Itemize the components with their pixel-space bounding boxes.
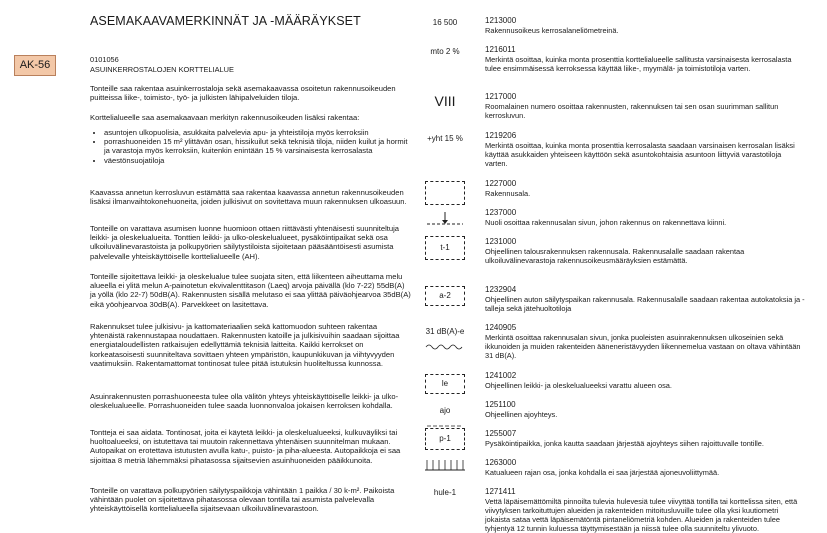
legend-description: Rakennusoikeus kerrosalaneliömetreinä. [485,25,619,35]
no-access-line-icon [424,458,466,472]
legend-description: Ohjeellinen leikki- ja oleskelualueeksi varattu alueen osa. [485,380,672,390]
legend-entry [485,285,805,313]
legend-description: Rakennusala. [485,188,531,198]
legend-entry [485,400,805,419]
bullet-item: • väestönsuojatiloja [104,156,414,165]
legend-description: Ohjeellinen talousrakennuksen rakennusala. Rakennusalalle saadaan rakentaa ulkoiluvälinevarastoja rakennusoikeusmääräyksien estämättä. [485,246,745,265]
legend-code: 1271411 [485,487,516,496]
bullet-item: • asuntojen ulkopuolisia, asukkaita palvelevia apu- ja yhteistiloja myös kerroksiin [104,128,414,137]
symbol-p1: p-1 [425,428,465,450]
legend-entry [485,45,805,73]
legend-description: Ohjeellinen ajoyhteys. [485,409,558,419]
block-code: 0101056 [90,55,119,64]
legend-code: 1251100 [485,400,516,409]
symbol-noise: 31 dB(A)-e [425,327,465,336]
symbol-a2: a-2 [425,286,465,306]
paragraph-5: Tonteille sijoitettava leikki- ja oleskelualue tulee suojata siten, että liikenteen aiheuttama melu alueella ei ylitä melun A-painotetun ekvivalenttitason (Laeq) arvoja päivällä (klo 7-22) 55dB(A) ja yöllä (klo 22-7) 50dB(A). Rakennusten sisällä melutaso ei saa ylittää päiväohjearvoa 35dB(A) eikä yöohjearvoa 30dB(A). Parvekkeet on lasitettava. [90,272,411,309]
bullet-item: • porrashuoneiden 15 m² ylittävän osan, hissikuilut sekä teknisiä tiloja, niiden kuilut ja hormit ja varastoja myös kerroksiin, kuitenkin enintään 15 % varsinaisesta kerrosalasta [104,137,414,155]
legend-code: 1240905 [485,323,517,332]
legend-description: Roomalainen numero osoittaa rakennusten, rakennuksen tai sen osan suurimman sallitun kerrosluvun. [485,101,779,120]
legend-description: Pysäköintipaikka, jonka kautta saadaan järjestää ajoyhteys siihen rajoittuvalle tontille. [485,438,764,448]
legend-code: 1231000 [485,237,517,246]
bullet-list [90,128,414,165]
block-name: ASUINKERROSTALOJEN KORTTELIALUE [90,65,234,74]
paragraph-9: Tonteille on varattava polkupyörien säilytyspaikkoja vähintään 1 paikka / 30 k-m². Paikoista vähintään puolet on sijoitettava pihatasossa olevaan tontilla tai asumista palvelevalla yhteiskäyttöisellä korttelialueella sijaitsevaan ulkoiluvälinevarastoon. [90,486,395,514]
legend-description: Katualueen rajan osa, jonka kohdalla ei saa järjestää ajoneuvoliittymää. [485,467,720,477]
symbol-le: le [425,374,465,394]
legend-entry [485,458,805,477]
legend-code: 1241002 [485,371,517,380]
paragraph-2: Korttelialueelle saa asemakaavaan merkityn rakennusoikeuden lisäksi rakentaa: [90,113,360,122]
legend-entry [485,92,805,120]
attach-arrow-icon [425,210,465,230]
paragraph-1: Tonteille saa rakentaa asuinkerrostaloja sekä asemakaavassa osoitetun rakennusoikeuden puitteissa liike-, toimisto-, työ- ja julkisten lähipalveluiden tiloja. [90,84,396,103]
symbol-floor-count: VIII [434,93,456,109]
zone-badge: AK-56 [14,55,56,76]
legend-entry [485,323,805,360]
building-area-symbol [425,181,465,205]
legend-entry [485,487,805,533]
legend-code: 1219206 [485,131,517,140]
paragraph-6: Rakennukset tulee julkisivu- ja kattomateriaalien sekä kattomuodon suhteen rakentaa yhtenäistä rakennustapaa noudattaen. Rakennusten katoille ja julkisivuihin saadaan sijoittaa energiataloudellisten ratkaisujen edellyttämiä teknisiä laitteita. Kaikki kerrokset on korkeatasoisesti suunniteltava sovittaen yhteen ympäristön, kaupunkikuvan ja viihtyvyyden vaatimuksiin. Rakentamattomat tontinosat tulee pitää istutuksin huoliteltussa kunnossa. [90,322,400,368]
legend-entry [485,429,805,448]
legend-entry [485,16,805,35]
symbol-ajo: ajo [439,406,451,415]
access-line-icon [425,416,465,422]
paragraph-3: Kaavassa annetun kerrosluvun estämättä saa rakentaa kaavassa annetun rakennusoikeuden lisäksi ilmanvaihtokonehuoneita, joiden julkisivut on sovitettava muun rakennuksen ulkoasuun. [90,188,407,207]
symbol-mto: mto 2 % [430,47,460,56]
legend-description: Merkintä osoittaa, kuinka monta prosenttia kerrosalasta saadaan varsinaisen kerrosalan lisäksi käyttää asukkaiden yhteiseen käyttöön sekä asuntokohtaisia asuntoon liittyviä varastotiloja varten. [485,140,795,168]
legend-description: Merkintä osoittaa, kuinka monta prosenttia korttelialueelle sallitusta varsinaisesta kerrosalasta tulee ensimmäisessä kerroksessa käyttää liike-, myymälä- ja toimistotiloja varten. [485,54,792,73]
paragraph-7: Asuinrakennusten porrashuoneesta tulee olla välitön yhteys yhteiskäyttöiselle leikki- ja ulko-oleskelualueelle. Porrashuoneiden tulee saada luonnonvaloa jokaisen kerroksen kohdalla. [90,392,399,411]
legend-code: 1232904 [485,285,517,294]
legend-code: 1237000 [485,208,517,217]
noise-wave-icon [425,338,465,346]
legend-entry [485,131,805,168]
legend-description: Ohjeellinen auton säilytyspaikan rakennusala. Rakennusalalle saadaan rakentaa autokatoksia ja -talleja sekä jätehuoltotiloja [485,294,805,313]
legend-description: Vettä läpäisemättömiltä pinnoilta tulevia hulevesiä tulee viivyttää tontilla tai korttelissa siten, että viivytyksen tarkoituttujen alueiden ja rakenteiden mitoitusluvuille tulee olla yksi kuutiometri jokaista sataa vettä läpäisemätöntä pintaneliömetriä kohden. Alueiden ja rakenteiden tulee tyhjentyä 12 tunnin kuluessa täyttymisestään ja niissä tulee olla suunniteltu ylivuoto. [485,496,798,533]
legend-entry [485,371,805,390]
legend-code: 1227000 [485,179,517,188]
symbol-floor-area: 16 500 [432,18,458,27]
paragraph-8: Tontteja ei saa aidata. Tontinosat, joita ei käytetä leikki- ja oleskelualueeksi, kulkuväyliksi tai huoltoalueeksi, on istutettava tai muutoin rakennettava yhtenäisen suunnitelman mukaan. Autopaikat on erotettava istutusten avulla katu-, puisto- ja piha-alueesta. Autopaikkoja ei saa sijoittaa 8 metriä lähemmäksi pihatasossa sijaitsevien asuinhuoneiden pääikkunoita. [90,428,401,465]
symbol-hule: hule-1 [433,488,457,497]
page-title: ASEMAKAAVAMERKINNÄT JA -MÄÄRÄYKSET [90,14,361,28]
legend-entry [485,179,805,198]
legend-code: 1263000 [485,458,517,467]
symbol-t1: t-1 [425,236,465,260]
paragraph-4: Tonteille on varattava asumisen luonne huomioon ottaen riittävästi yhtenäisesti suunniteltuja leikki- ja oleskelualueita. Tonttien leikki- ja ulko-oleskelualueet, pysäköintipaikat sekä osa ulkoiluvälinevarastoista ja polkupyörien säilytystiloista sijoitetaan pääsääntöisesti asumista palvelevalle yhteiskäyttöiselle korttelialueelle (AH). [90,224,399,261]
legend-code: 1216011 [485,45,516,54]
legend-entry [485,237,805,265]
symbol-yht: +yht 15 % [427,134,463,143]
legend-code: 1213000 [485,16,517,25]
legend-code: 1217000 [485,92,517,101]
legend-description: Nuoli osoittaa rakennusalan sivun, johon rakennus on rakennettava kiinni. [485,217,727,227]
legend-entry [485,208,805,227]
legend-description: Merkintä osoittaa rakennusalan sivun, jonka puoleisten asuinrakennuksen ulkoseinien sekä ikkunoiden ja muiden rakenteiden ääneneristävyyden liikennemelua vastaan on oltava vähintään 31 dB(A). [485,332,801,360]
legend-code: 1255007 [485,429,517,438]
